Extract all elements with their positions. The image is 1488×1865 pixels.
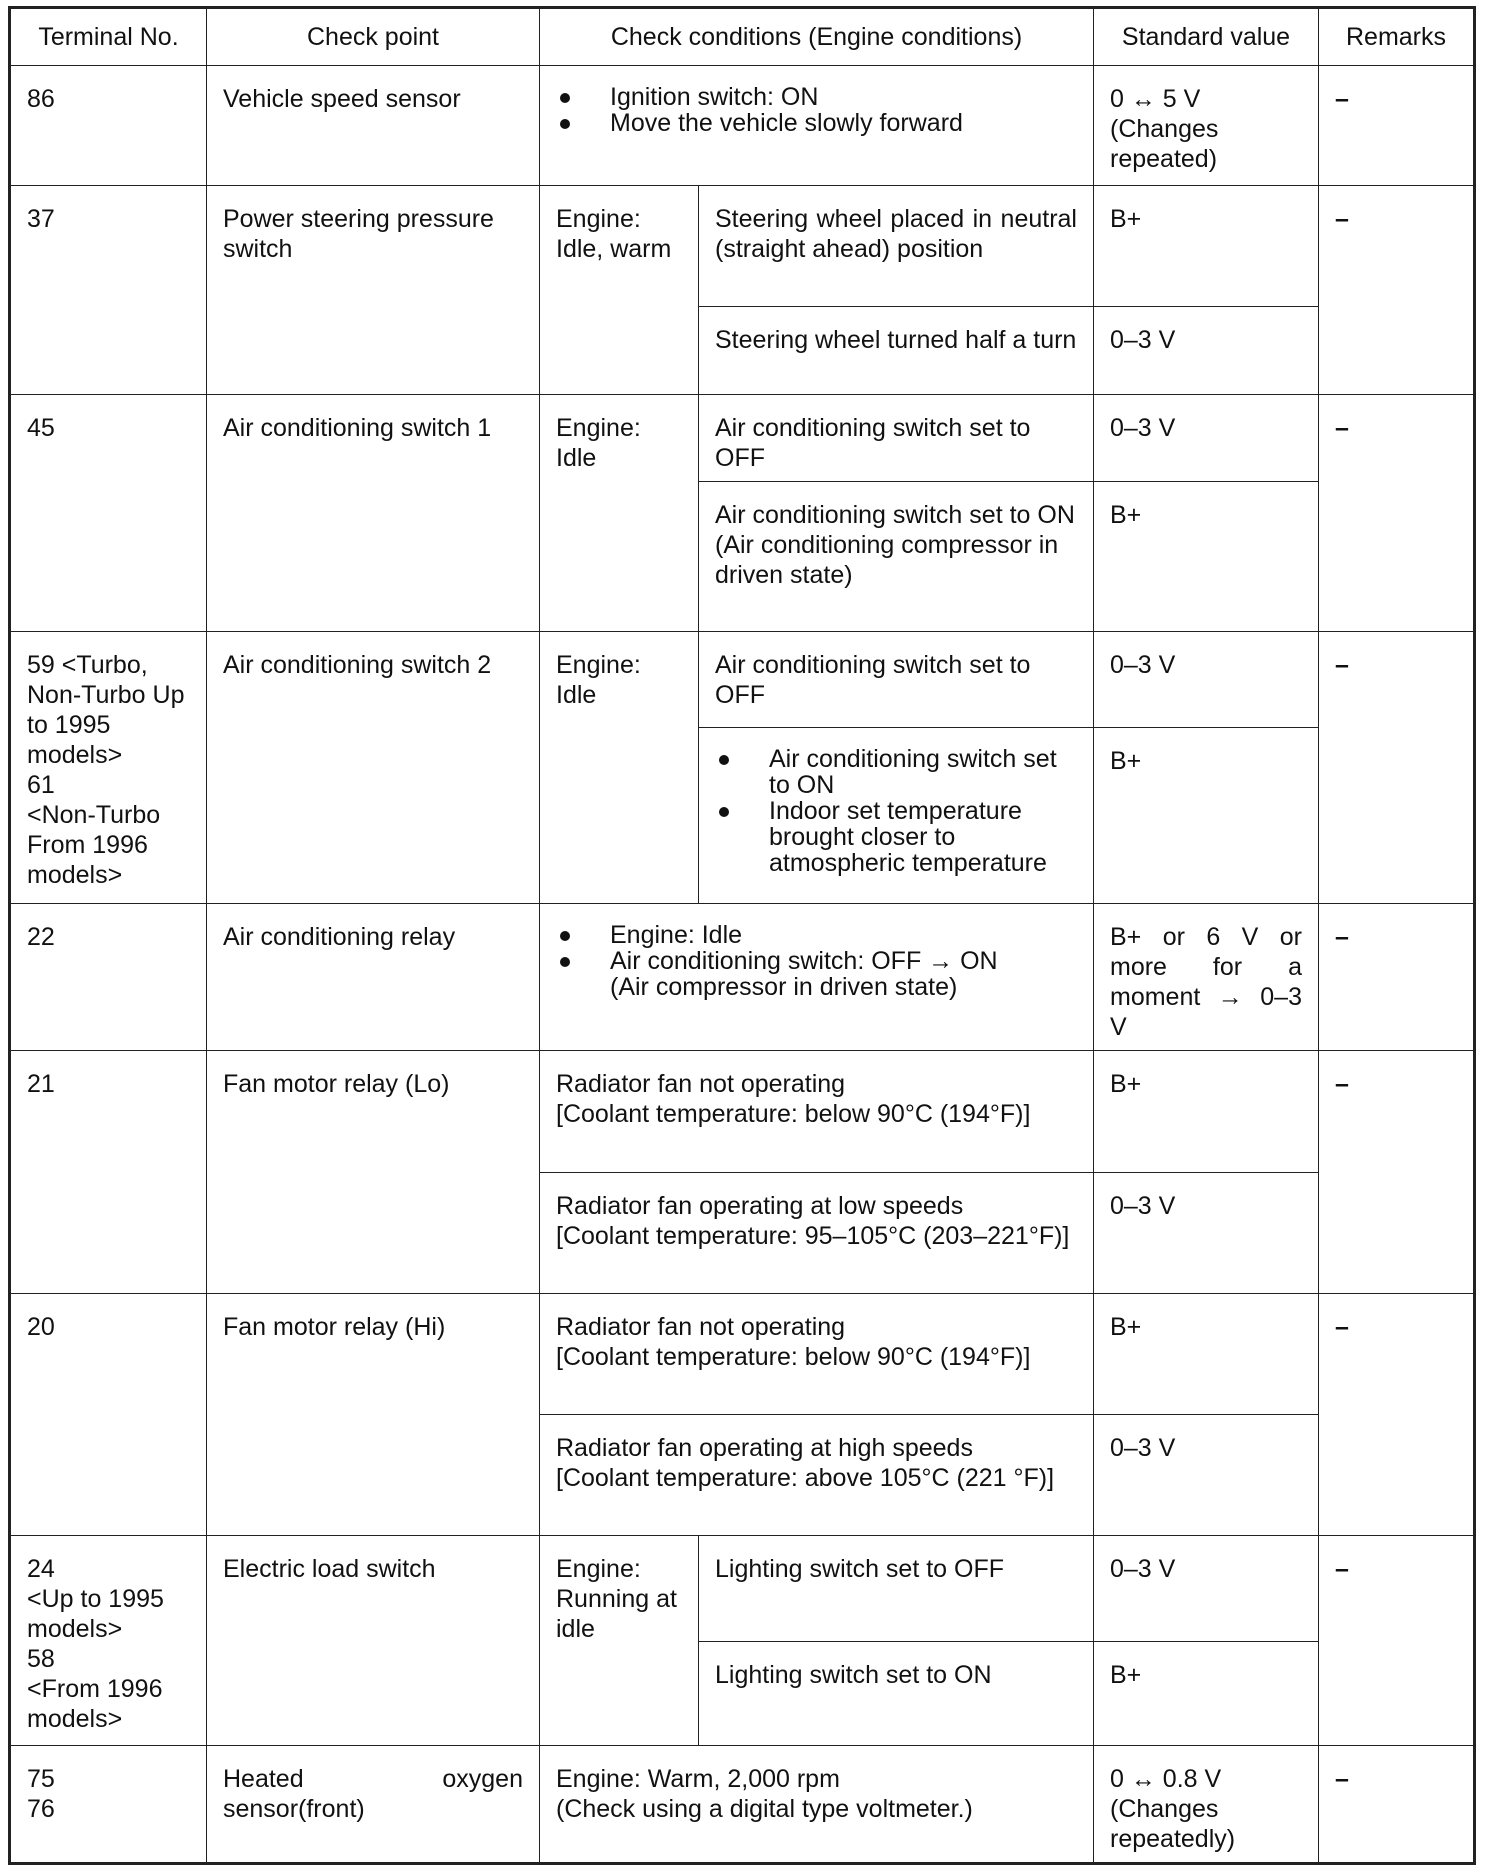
standard-value-cell: 0–3 V xyxy=(1094,1536,1319,1642)
terminal-cell: 20 xyxy=(10,1294,207,1536)
table-row xyxy=(10,395,1475,482)
terminal-cell: 45 xyxy=(10,395,207,632)
conditions-cell: Engine: Warm, 2,000 rpm (Check using a digital type voltmeter.) xyxy=(540,1746,1094,1864)
condition-item: Move the vehicle slowly forward xyxy=(610,110,1077,136)
check-point-cell: Power steering pressure switch xyxy=(207,186,540,395)
sub-condition-cell: Steering wheel turned half a turn xyxy=(699,307,1094,395)
sub-condition-cell: Air conditioning switch set to ON (Air conditioning compressor in driven state) xyxy=(699,482,1094,632)
standard-value-cell: 0–3 V xyxy=(1094,632,1319,728)
table-row xyxy=(10,186,1475,307)
sub-condition-cell: Lighting switch set to OFF xyxy=(699,1536,1094,1642)
conditions-cell xyxy=(540,904,1094,1051)
remarks-cell: – xyxy=(1319,904,1475,1051)
standard-value-cell: 0–3 V xyxy=(1094,395,1319,482)
terminal-cell: 86 xyxy=(10,66,207,186)
condition-item: Indoor set temperature brought closer to atmospheric temperature xyxy=(769,798,1077,876)
remarks-cell: – xyxy=(1319,1294,1475,1536)
terminal-cell: 24 <Up to 1995 models> 58 <From 1996 models> xyxy=(10,1536,207,1746)
table-header-row xyxy=(10,8,1475,66)
condition-item: Air conditioning switch: OFF → ON (Air compressor in driven state) xyxy=(610,948,1077,1000)
remarks-cell: – xyxy=(1319,1746,1475,1864)
remarks-cell: – xyxy=(1319,186,1475,395)
engine-condition-cell: Engine: Idle xyxy=(540,632,699,904)
standard-value-cell: B+ xyxy=(1094,1642,1319,1746)
standard-value-cell: B+ xyxy=(1094,482,1319,632)
check-point-cell: Fan motor relay (Lo) xyxy=(207,1051,540,1294)
table-row xyxy=(10,632,1475,728)
sub-condition-cell: Air conditioning switch set to OFF xyxy=(699,632,1094,728)
terminal-cell: 37 xyxy=(10,186,207,395)
condition-item: Engine: Idle xyxy=(610,922,1077,948)
standard-value-cell: B+ xyxy=(1094,1294,1319,1415)
standard-value-cell: B+ or 6 V or more for a moment → 0–3 V xyxy=(1094,904,1319,1051)
remarks-cell: – xyxy=(1319,395,1475,632)
remarks-cell: – xyxy=(1319,1536,1475,1746)
check-point-cell: Vehicle speed sensor xyxy=(207,66,540,186)
standard-value-cell: 0 ↔ 5 V (Changes repeated) xyxy=(1094,66,1319,186)
remarks-cell: – xyxy=(1319,66,1475,186)
header-check-point: Check point xyxy=(207,8,540,66)
table-row xyxy=(10,1746,1475,1864)
sub-condition-cell: Lighting switch set to ON xyxy=(699,1642,1094,1746)
conditions-cell: Radiator fan not operating [Coolant temperature: below 90°C (194°F)] xyxy=(540,1051,1094,1173)
header-standard-value: Standard value xyxy=(1094,8,1319,66)
condition-item: Ignition switch: ON xyxy=(610,84,1077,110)
conditions-cell: Radiator fan not operating [Coolant temperature: below 90°C (194°F)] xyxy=(540,1294,1094,1415)
check-point-cell: Heated oxygen sensor(front) xyxy=(207,1746,540,1864)
terminal-cell: 21 xyxy=(10,1051,207,1294)
condition-item: Air conditioning switch set to ON xyxy=(769,746,1077,798)
terminal-check-table xyxy=(8,6,1476,1865)
terminal-cell: 22 xyxy=(10,904,207,1051)
check-point-cell: Air conditioning switch 2 xyxy=(207,632,540,904)
table-row xyxy=(10,1051,1475,1173)
standard-value-cell: 0 ↔ 0.8 V (Changes repeatedly) xyxy=(1094,1746,1319,1864)
table-row xyxy=(10,66,1475,186)
terminal-cell: 59 <Turbo, Non-Turbo Up to 1995 models> 61 <Non-Turbo From 1996 models> xyxy=(10,632,207,904)
table-row xyxy=(10,1294,1475,1415)
remarks-cell: – xyxy=(1319,1051,1475,1294)
remarks-cell: – xyxy=(1319,632,1475,904)
header-terminal: Terminal No. xyxy=(10,8,207,66)
sub-condition-cell: Steering wheel placed in neutral (straight ahead) position xyxy=(699,186,1094,307)
sub-condition-cell: Air conditioning switch set to OFF xyxy=(699,395,1094,482)
check-point-cell: Air conditioning switch 1 xyxy=(207,395,540,632)
standard-value-cell: 0–3 V xyxy=(1094,307,1319,395)
standard-value-cell: B+ xyxy=(1094,728,1319,904)
standard-value-cell: 0–3 V xyxy=(1094,1173,1319,1294)
engine-condition-cell: Engine: Running at idle xyxy=(540,1536,699,1746)
sub-condition-cell xyxy=(699,728,1094,904)
standard-value-cell: B+ xyxy=(1094,1051,1319,1173)
header-remarks: Remarks xyxy=(1319,8,1475,66)
check-point-cell: Electric load switch xyxy=(207,1536,540,1746)
header-check-conditions: Check conditions (Engine conditions) xyxy=(540,8,1094,66)
check-point-cell: Fan motor relay (Hi) xyxy=(207,1294,540,1536)
table-row xyxy=(10,1536,1475,1642)
standard-value-cell: 0–3 V xyxy=(1094,1415,1319,1536)
standard-value-cell: B+ xyxy=(1094,186,1319,307)
engine-condition-cell: Engine: Idle xyxy=(540,395,699,632)
engine-condition-cell: Engine: Idle, warm xyxy=(540,186,699,395)
conditions-cell: Radiator fan operating at high speeds [Coolant temperature: above 105°C (221 °F)] xyxy=(540,1415,1094,1536)
terminal-cell: 75 76 xyxy=(10,1746,207,1864)
conditions-cell xyxy=(540,66,1094,186)
table-row xyxy=(10,904,1475,1051)
conditions-cell: Radiator fan operating at low speeds [Coolant temperature: 95–105°C (203–221°F)] xyxy=(540,1173,1094,1294)
check-point-cell: Air conditioning relay xyxy=(207,904,540,1051)
